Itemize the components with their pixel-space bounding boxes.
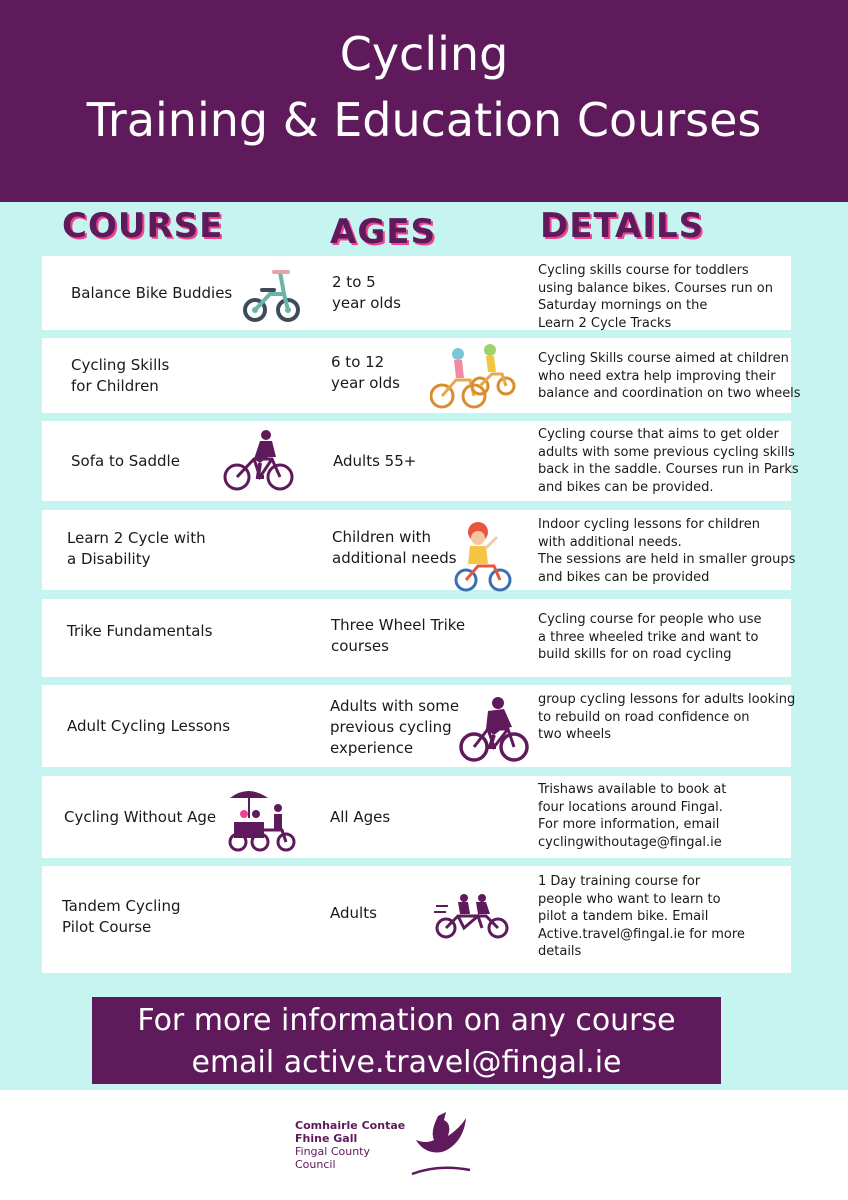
balance-bike-icon: [240, 266, 304, 324]
more-info-line-1: For more information on any course: [137, 1003, 676, 1038]
trishaw-icon: [226, 788, 296, 852]
course-ages: 2 to 5 year olds: [332, 273, 401, 312]
more-info-email[interactable]: email active.travel@fingal.ie: [191, 1045, 622, 1080]
council-logo-text: [295, 1119, 405, 1171]
page-header: [0, 0, 848, 202]
course-name: Tandem Cycling Pilot Course: [62, 897, 181, 936]
course-ages: Children with additional needs: [332, 528, 457, 567]
course-row-tandem-cycling: [42, 866, 791, 973]
girl-cycling-icon: [452, 520, 516, 594]
course-name: Balance Bike Buddies: [71, 284, 233, 302]
course-details: Cycling skills course for toddlers using balance bikes. Courses run on Saturday mornings on the Learn 2 Cycle Tracks: [538, 263, 773, 331]
course-details: 1 Day training course for people who want to learn to pilot a tandem bike. Email Active.travel@fingal.ie for more details: [538, 874, 745, 959]
logo-english-line-2: Council: [295, 1158, 336, 1171]
more-info-banner: [92, 997, 721, 1084]
course-row-adult-cycling-lessons: [42, 685, 796, 767]
course-row-learn-2-cycle-disability: [42, 510, 796, 590]
course-details: Indoor cycling lessons for children with additional needs. The sessions are held in smaller groups and bikes can be provided: [538, 517, 796, 585]
cyclist-silhouette-icon: [222, 429, 296, 493]
course-row-trike-fundamentals: [42, 599, 791, 677]
course-name: Cycling Skills for Children: [71, 356, 170, 395]
course-name: Learn 2 Cycle with a Disability: [67, 529, 206, 568]
course-ages: Three Wheel Trike courses: [331, 616, 466, 655]
column-heading-course: COURSE: [62, 206, 224, 246]
fingal-bird-logo-icon: [408, 1110, 474, 1180]
course-name: Trike Fundamentals: [67, 622, 213, 640]
children-cycling-icon: [430, 342, 516, 410]
course-ages: Adults with some previous cycling experience: [330, 697, 460, 757]
tandem-bike-icon: [434, 894, 512, 940]
course-details: Cycling course for people who use a three wheeled trike and want to build skills for on road cycling: [538, 612, 762, 662]
course-row-balance-bike: [42, 256, 791, 330]
logo-english-line-1: Fingal County: [295, 1145, 371, 1158]
column-heading-details: DETAILS: [540, 206, 705, 246]
course-details: group cycling lessons for adults looking to rebuild on road confidence on two wheels: [538, 692, 796, 742]
title-line-1: Cycling: [339, 27, 509, 81]
course-row-sofa-to-saddle: [42, 421, 799, 501]
title-line-2: Training & Education Courses: [86, 93, 762, 147]
course-details: Trishaws available to book at four locations around Fingal. For more information, email cyclingwithoutage@fingal.ie: [538, 782, 727, 850]
course-ages: 6 to 12 year olds: [331, 353, 400, 392]
course-ages: All Ages: [330, 808, 391, 826]
course-details: Cycling course that aims to get older adults with some previous cycling skills back in the saddle. Courses run in Parks and bikes can be provided.: [538, 427, 799, 495]
course-name: Adult Cycling Lessons: [67, 717, 231, 735]
course-ages: Adults: [330, 904, 377, 922]
course-name: Sofa to Saddle: [71, 452, 180, 470]
course-name: Cycling Without Age: [64, 808, 217, 826]
racing-cyclist-icon: [458, 695, 530, 763]
course-row-cycling-skills-children: [42, 338, 801, 413]
column-heading-ages: AGES: [330, 212, 436, 252]
logo-irish-line-2: Fhine Gall: [295, 1132, 358, 1145]
course-details: Cycling Skills course aimed at children who need extra help improving their balance and coordination on two wheels: [538, 351, 801, 401]
logo-irish-line-1: Comhairle Contae: [295, 1119, 406, 1132]
course-row-cycling-without-age: [42, 776, 791, 858]
course-ages: Adults 55+: [333, 452, 417, 470]
